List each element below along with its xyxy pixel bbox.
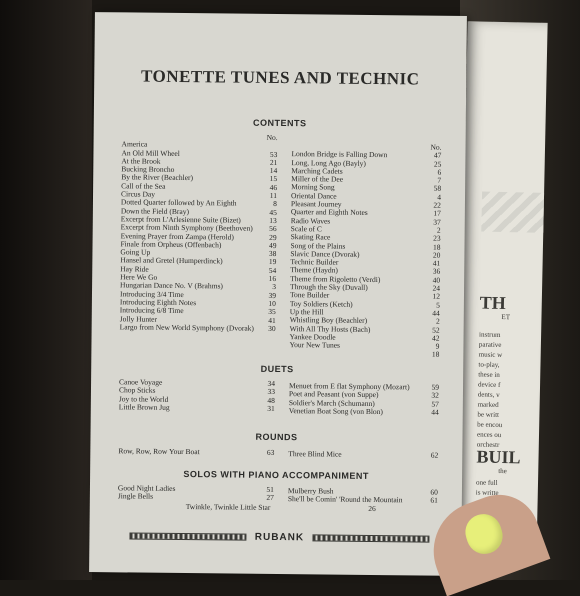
entry-title: Your New Tunes [289,341,340,350]
entry-number: 46 [267,184,277,192]
contents-left-column [120,132,278,333]
toc-entry [120,323,276,333]
entry-title: Radio Waves [291,217,331,226]
entry-title: Soldier's March (Schumann) [289,399,375,408]
entry-title: She'll be Comin' 'Round the Mountain [288,495,403,504]
entry-title: Good Night Ladies [118,484,176,493]
entry-title: Theme (Haydn) [290,267,338,276]
facing-page-text: orchestr [477,440,500,450]
entry-number: 15 [267,175,277,183]
entry-number: 48 [265,396,275,404]
entry-title: Scale of C [291,225,322,234]
entry-number: 61 [428,497,438,505]
entry-title: Finale from Orpheus (Offenbach) [120,240,221,249]
entry-title: Tone Builder [290,291,329,300]
duets-heading: DUETS [107,362,447,376]
toc-entry [119,403,275,413]
entry-title: Skating Race [291,233,331,242]
entry-title: Introducing 3/4 Time [120,290,184,299]
entry-number: 5 [430,301,440,309]
entry-title: An Old Mill Wheel [121,149,179,158]
entry-number: 14 [267,167,277,175]
ornament-left [129,532,246,540]
no-header-right: No. [292,142,442,152]
facing-page-text: ences ou [477,430,502,441]
facing-page-text: marked [478,400,499,410]
entry-number: 62 [428,452,438,460]
entry-number: 29 [267,233,277,241]
entry-title: Circus Day [121,190,155,199]
entry-number: 34 [265,380,275,388]
solos-right-column [288,487,438,505]
entry-number: 11 [267,192,277,200]
entry-number: 25 [431,160,441,168]
entry-title: Canoe Voyage [119,378,162,387]
entry-title: Largo from New World Symphony (Dvorak) [120,323,254,333]
entry-number: 40 [430,276,440,284]
entry-number: 49 [266,242,276,250]
contents-heading: CONTENTS [110,116,450,130]
entry-title: Oriental Dance [291,192,337,201]
entry-number: 41 [430,260,440,268]
solos-heading: SOLOS WITH PIANO ACCOMPANIMENT [106,468,446,482]
entry-title: Theme from Rigoletto (Verdi) [290,275,380,284]
facing-page-text: ET [501,312,510,322]
entry-title: Here We Go [120,273,157,282]
no-header-left: No. [122,132,278,142]
entry-number: 9 [429,343,439,351]
entry-title: Introducing 6/8 Time [120,307,184,316]
entry-number: 44 [430,310,440,318]
entry-number: 45 [267,209,277,217]
entry-title: Slavic Dance (Dvorak) [290,250,359,259]
facing-page-stripes [481,192,547,233]
facing-page-text: parative [479,340,502,350]
entry-number: 20 [430,251,440,259]
entry-number: 51 [264,486,274,494]
entry-title: Menuet from E flat Symphony (Mozart) [289,382,410,392]
entry-number: 39 [266,292,276,300]
entry-title: Mulberry Bush [288,487,334,496]
entry-number: 63 [264,449,274,457]
solos-left-column [118,484,274,502]
facing-page-text: dents, v [478,390,500,400]
entry-title: America [122,141,148,150]
facing-page-text: device f [478,380,501,390]
entry-number: 8 [267,200,277,208]
entry-number: 2 [431,227,441,235]
toc-entry [288,450,438,460]
facing-page-text: be encou [477,420,502,431]
entry-number: 53 [267,150,277,158]
facing-page [456,21,547,563]
entry-number: 54 [266,267,276,275]
entry-title: Hansel and Gretel (Humperdinck) [120,257,222,266]
entry-number: 56 [267,225,277,233]
entry-number: 57 [429,400,439,408]
entry-title: Three Blind Mice [288,450,341,459]
entry-number: 37 [431,218,441,226]
entry-title: Up the Hill [290,308,324,317]
entry-title: Twinkle, Twinkle Little Star [186,503,271,512]
entry-number: 18 [429,351,439,359]
entry-number: 17 [431,210,441,218]
entry-number: 44 [429,408,439,416]
entry-number: 18 [430,243,440,251]
publisher-banner [129,530,429,544]
contents-page [89,12,467,576]
entry-title: Row, Row, Row Your Boat [118,447,199,456]
publisher-name: RUBANK [255,532,304,544]
contents-right-column [289,142,441,359]
entry-title: Hungarian Dance No. V (Brahms) [120,282,223,291]
rounds-heading: ROUNDS [106,430,446,444]
entry-title: Marching Cadets [291,167,343,176]
entry-number: 6 [431,168,441,176]
toc-entry [118,447,274,457]
entry-title: Whistling Boy (Beachler) [290,316,368,325]
rounds-right-column [288,450,438,460]
entry-title: Excerpt from Ninth Symphony (Beethoven) [121,224,253,234]
duets-right-column [289,382,439,417]
entry-title: Introducing Eighth Notes [120,298,196,307]
entry-title: Little Brown Jug [119,403,170,412]
entry-title: At the Brook [121,157,160,166]
page-title: TONETTE TUNES AND TECHNIC [110,66,450,90]
entry-number: 59 [429,384,439,392]
entry-number: 31 [265,405,275,413]
facing-page-text: music w [479,350,503,360]
toc-entry [289,407,439,417]
entry-title: With All Thy Hosts (Bach) [290,325,371,334]
entry-number: 4 [431,193,441,201]
solos-center-row [186,503,376,513]
entry-number: 26 [366,505,376,513]
entry-title: Evening Prayer from Zampa (Herold) [121,232,234,241]
entry-number: 33 [265,388,275,396]
entry-title: London Bridge is Falling Down [291,150,387,159]
facing-page-text: one full [476,477,498,487]
entry-title: Excerpt from L'Arlesienne Suite (Bizet) [121,215,241,225]
entry-number: 23 [431,235,441,243]
entry-number: 30 [266,325,276,333]
entry-title: Joy to the World [119,395,169,404]
entry-number: 22 [431,202,441,210]
ornament-right [312,534,429,542]
entry-number: 32 [429,392,439,400]
entry-title: Chop Sticks [119,387,156,396]
entry-number: 13 [267,217,277,225]
entry-number: 41 [266,316,276,324]
entry-title: Through the Sky (Duvall) [290,283,368,292]
entry-number: 3 [266,283,276,291]
facing-page-text: the [498,466,507,476]
entry-title: Long, Long Ago (Bayly) [291,159,366,168]
facing-page-text: BUIL [476,452,520,463]
entry-number: 27 [264,494,274,502]
facing-page-text: these in [478,370,500,380]
entry-number: 24 [430,285,440,293]
entry-title: Song of the Plains [290,242,345,251]
entry-number: 38 [266,250,276,258]
entry-title: Hay Ride [120,265,149,274]
facing-page-text: TH [480,298,506,309]
facing-page-text: to-play, [478,360,499,370]
entry-number: 12 [430,293,440,301]
entry-number: 19 [266,258,276,266]
entry-title: Venetian Boat Song (von Blon) [289,407,383,416]
entry-number: 58 [431,185,441,193]
entry-title: Pleasant Journey [291,200,342,209]
facing-page-text: be writt [477,410,499,420]
entry-title: Morning Song [291,184,335,193]
entry-title: Quarter and Eighth Notes [291,209,368,218]
entry-title: Bucking Broncho [121,166,174,175]
entry-title: Call of the Sea [121,182,165,191]
entry-number: 16 [266,275,276,283]
entry-number: 42 [429,334,439,342]
entry-number: 7 [431,177,441,185]
entry-title: Toy Soldiers (Ketch) [290,300,353,309]
entry-title: Going Up [120,249,150,258]
entry-number: 21 [267,159,277,167]
entry-number: 2 [430,318,440,326]
entry-title: Jolly Hunter [120,315,157,324]
rounds-left-column [118,447,274,457]
entry-number: 47 [431,152,441,160]
entry-number: 10 [266,300,276,308]
toc-entry [118,493,274,503]
entry-title: Jingle Bells [118,493,153,502]
entry-title: Technic Builder [290,258,338,267]
entry-title: Dotted Quarter followed by An Eighth [121,199,237,209]
entry-number: 60 [428,489,438,497]
entry-title: Down the Field (Bray) [121,207,189,216]
toc-entry [289,350,439,360]
entry-number: 52 [430,326,440,334]
entry-number: 36 [430,268,440,276]
entry-title: Miller of the Dee [291,175,343,184]
entry-title: By the River (Beachler) [121,174,193,183]
facing-page-text: is writte [476,487,499,497]
entry-number: 35 [266,308,276,316]
facing-page-text: instrum [479,330,501,340]
duets-left-column [119,378,275,413]
entry-title: Poet and Peasant (von Suppe) [289,390,379,399]
entry-title: Yankee Doodle [290,333,336,342]
background-left [0,0,92,580]
